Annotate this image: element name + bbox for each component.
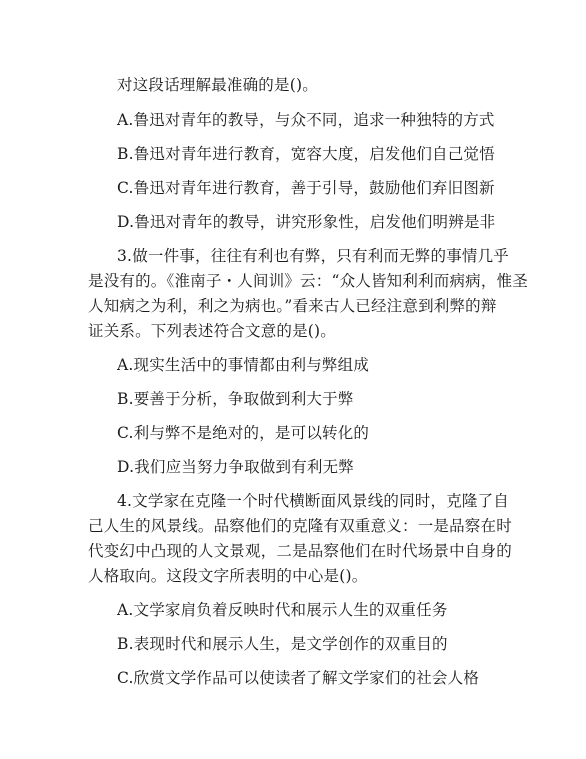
q4-stem-line-1: 4.文学家在克隆一个时代横断面风景线的同时，克隆了自 [117, 492, 509, 510]
q3-option-a: A.现实生活中的事情都由利与弊组成 [117, 356, 370, 374]
q4-option-c: C.欣赏文学作品可以使读者了解文学家们的社会人格 [117, 669, 480, 687]
q2-option-a: A.鲁迅对青年的教导，与众不同，追求一种独特的方式 [117, 111, 495, 129]
question-2-stem: 对这段话理解最准确的是()。 [117, 76, 318, 94]
q3-option-c: C.利与弊不是绝对的，是可以转化的 [117, 424, 370, 442]
q2-option-b: B.鲁迅对青年进行教育，宽容大度，启发他们自己觉悟 [117, 145, 495, 163]
q4-stem-line-2: 己人生的风景线。品察他们的克隆有双重意义：一是品察在时 [88, 517, 512, 535]
q3-option-b: B.要善于分析，争取做到利大于弊 [117, 390, 354, 408]
q4-stem-line-4: 人格取向。这段文字所表明的中心是()。 [88, 567, 368, 585]
q4-option-b: B.表现时代和展示人生，是文学创作的双重目的 [117, 635, 448, 653]
q3-option-d: D.我们应当努力争取做到有利无弊 [117, 458, 355, 476]
q3-stem-line-4: 证关系。下列表述符合文意的是()。 [88, 322, 336, 340]
q3-stem-line-2: 是没有的。《淮南子・人间训》云：“众人皆知利利而病病，惟圣 [88, 272, 528, 290]
q3-stem-line-3: 人知病之为利，利之为病也。”看来古人已经注意到利弊的辩 [88, 297, 497, 315]
q2-option-d: D.鲁迅对青年的教导，讲究形象性，启发他们明辨是非 [117, 213, 496, 231]
q3-stem-line-1: 3.做一件事，往往有利也有弊，只有利而无弊的事情几乎 [117, 247, 509, 265]
q2-option-c: C.鲁迅对青年进行教育，善于引导，鼓励他们弃旧图新 [117, 179, 495, 197]
q4-stem-line-3: 代变幻中凸现的人文景观，二是品察他们在时代场景中自身的 [88, 542, 512, 560]
q4-option-a: A.文学家肩负着反映时代和展示人生的双重任务 [117, 601, 448, 619]
